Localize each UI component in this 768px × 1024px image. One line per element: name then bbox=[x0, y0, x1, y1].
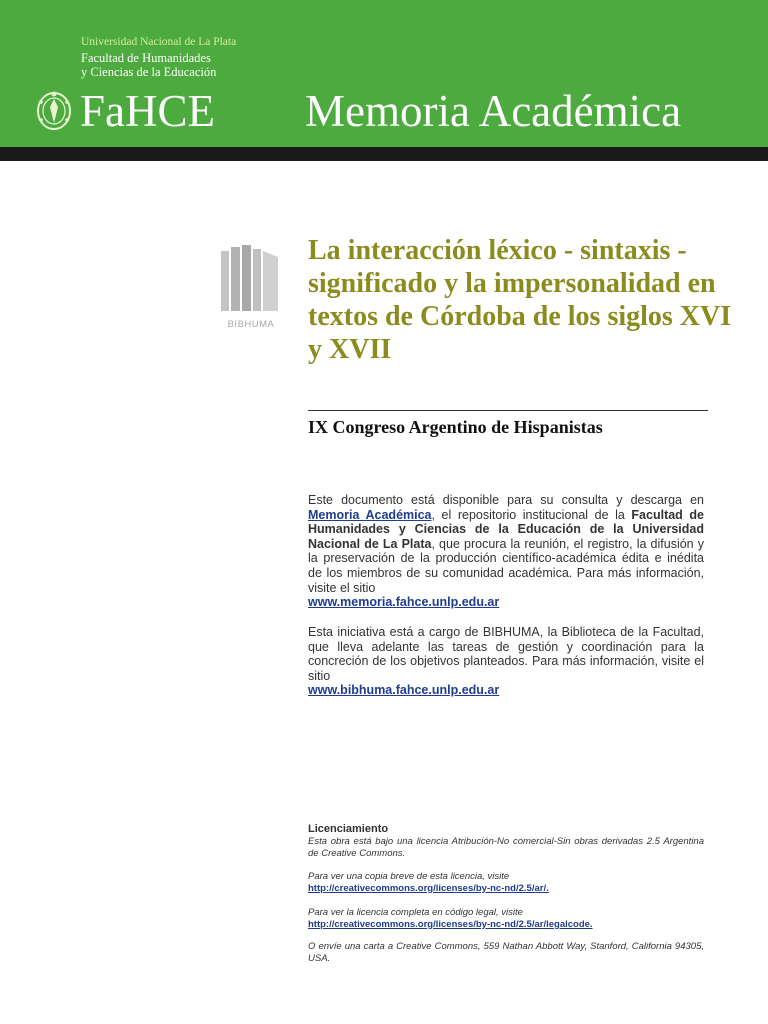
bibhuma-logo-label: BIBHUMA bbox=[227, 319, 275, 330]
document-title: La interacción léxico - sintaxis - significado y la impersonalidad en textos de Córdoba de los siglos XVI y XVII bbox=[308, 235, 732, 365]
license-summary-text: Para ver una copia breve de esta licencia, visite bbox=[308, 871, 510, 882]
repository-header bbox=[0, 0, 768, 147]
availability-text-b: , el repositorio institucional de la bbox=[431, 507, 632, 522]
license-legalcode-note bbox=[308, 907, 704, 931]
availability-paragraph bbox=[308, 493, 704, 610]
availability-text-a: Este documento está disponible para su consulta y descarga en bbox=[308, 493, 704, 507]
title-divider bbox=[308, 410, 708, 411]
license-summary-link[interactable]: http://creativecommons.org/licenses/by-nc-nd/2.5/ar/. bbox=[308, 882, 549, 894]
license-summary-note bbox=[308, 871, 704, 895]
license-statement: Esta obra está bajo una licencia Atribución-No comercial-Sin obras derivadas 2.5 Argentina de Creative Commons. bbox=[308, 836, 704, 859]
license-mail-address: O envíe una carta a Creative Commons, 559 Nathan Abbott Way, Stanford, California 94305, USA. bbox=[308, 941, 704, 964]
memoria-site-link[interactable]: www.memoria.fahce.unlp.edu.ar bbox=[308, 595, 500, 610]
license-legalcode-text: Para ver la licencia completa en código legal, visite bbox=[308, 907, 523, 918]
availability-text-c: , que procura la reunión, el registro, la difusión y la preservación de la producción científico-académica édita e inédita de los miembros de su comunidad académica. Para más información, visite el sitio bbox=[308, 536, 704, 595]
memoria-academica-link[interactable]: Memoria Académica bbox=[308, 507, 432, 522]
bibhuma-books-icon bbox=[221, 245, 278, 311]
faculty-full-name: Facultad de Humanidades y Ciencias de la Educación de la Universidad Nacional de La Plata bbox=[308, 507, 704, 551]
license-legalcode-link[interactable]: http://creativecommons.org/licenses/by-nc-nd/2.5/ar/legalcode. bbox=[308, 918, 593, 930]
bibhuma-logo bbox=[218, 243, 284, 331]
fahce-brand: FaHCE bbox=[80, 86, 215, 136]
bibhuma-site-link[interactable]: www.bibhuma.fahce.unlp.edu.ar bbox=[308, 683, 500, 698]
bibhuma-paragraph bbox=[308, 625, 704, 698]
university-name: Universidad Nacional de La Plata bbox=[81, 36, 237, 48]
bibhuma-text: Esta iniciativa está a cargo de BIBHUMA, la Biblioteca de la Facultad, que lleva adelante las tareas de gestión y coordinación para la concreción de los objetivos planteados. Para más información, visite el sitio bbox=[308, 625, 704, 683]
header-divider-bar bbox=[0, 147, 768, 161]
university-seal-icon bbox=[35, 90, 73, 132]
license-heading: Licenciamiento bbox=[308, 823, 389, 835]
event-name: IX Congreso Argentino de Hispanistas bbox=[308, 417, 603, 437]
faculty-name-line1: Facultad de Humanidades bbox=[81, 51, 211, 65]
repository-name: Memoria Académica bbox=[305, 86, 682, 136]
faculty-name-line2: y Ciencias de la Educación bbox=[81, 65, 217, 79]
